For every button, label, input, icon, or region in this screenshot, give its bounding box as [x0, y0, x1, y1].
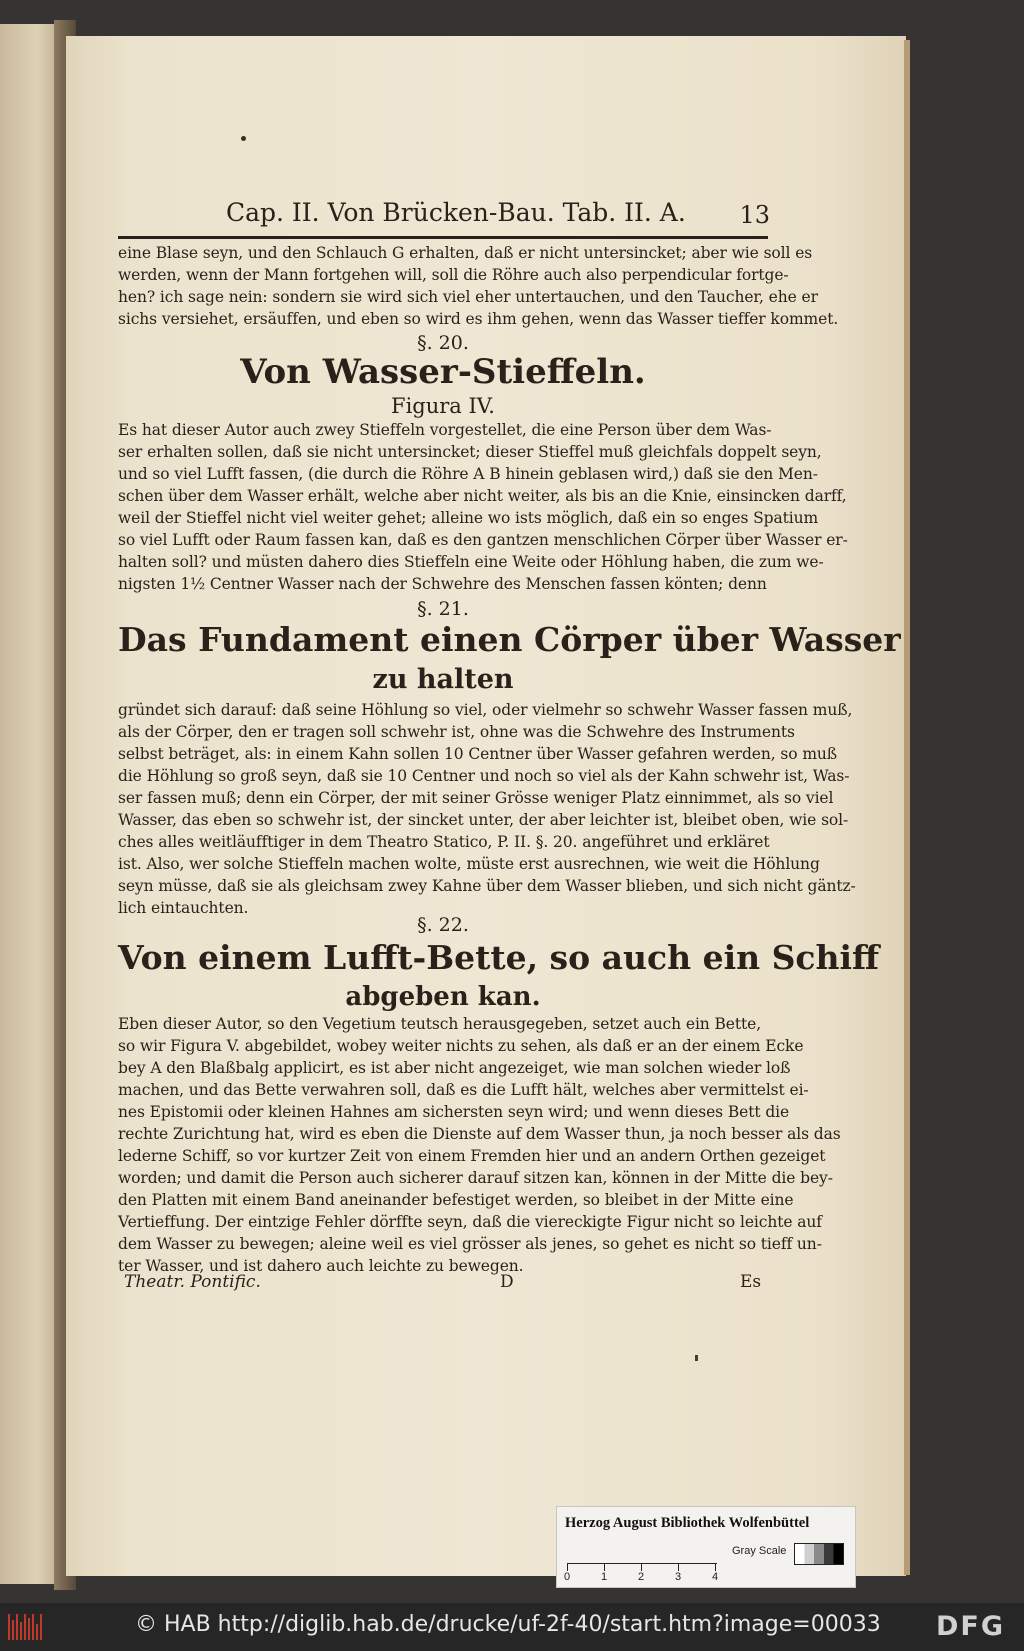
body-line: lederne Schiff, so vor kurtzer Zeit von einem Fremden hier und an andern Orthen gezeiget	[118, 1147, 826, 1165]
body-line: nigsten 1½ Centner Wasser nach der Schwehre des Menschen fassen könten; denn	[118, 575, 767, 593]
body-line: bey A den Blaßbalg applicirt, es ist aber nicht angezeiget, wie man solchen wieder loß	[118, 1059, 791, 1077]
section-heading: Von einem Lufft-Bette, so auch ein Schiff	[118, 938, 880, 977]
ruler-number: 0	[563, 1571, 571, 1583]
section-number: §. 22.	[417, 914, 469, 936]
body-line: sichs versiehet, ersäuffen, und eben so wird es ihm gehen, wenn das Wasser tieffer kommet.	[118, 310, 839, 328]
body-line: Vertieffung. Der eintzige Fehler dörffte seyn, daß die viereckigte Figur nicht so leichte auf	[118, 1213, 822, 1231]
body-line: ser erhalten sollen, daß sie nicht untersincket; dieser Stieffel muß gleichfals doppelt seyn,	[118, 443, 822, 461]
section-heading: Das Fundament einen Cörper über Wasser	[118, 620, 901, 659]
library-name: Herzog August Bibliothek Wolfenbüttel	[565, 1515, 810, 1531]
catchword: Es	[740, 1272, 762, 1292]
body-line: machen, und das Bette verwahren soll, daß es die Lufft hält, welches aber vermittelst ei-	[118, 1081, 809, 1099]
gray-scale-swatch	[794, 1543, 844, 1565]
ruler-tick	[678, 1563, 679, 1571]
footer-link[interactable]: © HAB http://diglib.hab.de/drucke/uf-2f-40/start.htm?image=00033	[135, 1612, 881, 1637]
ink-speck	[241, 136, 246, 141]
body-line: ist. Also, wer solche Stieffeln machen wolte, müste erst ausrechnen, wie weit die Höhlung	[118, 855, 820, 873]
body-line: und so viel Lufft fassen, (die durch die Röhre A B hinein geblasen wird,) daß sie den Men-	[118, 465, 818, 483]
body-line: dem Wasser zu bewegen; aleine weil es viel grösser als jenes, so gehet es nicht so tieff un-	[118, 1235, 822, 1253]
ruler-tick	[641, 1563, 642, 1571]
figure-label: Figura IV.	[391, 394, 495, 418]
left-page-edge	[0, 24, 62, 1584]
body-line: ser fassen muß; denn ein Cörper, der mit seiner Grösse weniger Platz einnimmet, als so viel	[118, 789, 834, 807]
section-heading: Von Wasser-Stieffeln.	[240, 352, 646, 392]
catchline-source: Theatr. Pontific.	[124, 1272, 261, 1292]
section-heading-line-2: zu halten	[372, 664, 514, 695]
body-line: halten soll? und müsten dahero dies Stieffeln eine Weite oder Höhlung haben, die zum we-	[118, 553, 824, 571]
body-line: Eben dieser Autor, so den Vegetium teutsch herausgegeben, setzet auch ein Bette,	[118, 1015, 762, 1033]
ruler-number: 4	[711, 1571, 719, 1583]
body-line: ter Wasser, und ist dahero auch leichte zu bewegen.	[118, 1257, 524, 1275]
ruler-tick	[715, 1563, 716, 1571]
dfg-logo: DFG	[936, 1611, 1006, 1642]
ruler-tick	[604, 1563, 605, 1571]
section-number: §. 20.	[417, 332, 469, 354]
viewer-footer	[0, 1603, 1024, 1651]
ink-speck	[695, 1355, 698, 1361]
section-number: §. 21.	[417, 598, 469, 620]
body-line: so viel Lufft oder Raum fassen kan, daß es den gantzen menschlichen Cörper über Wasser er-	[118, 531, 848, 549]
body-line: gründet sich darauf: daß seine Höhlung so viel, oder vielmehr so schwehr Wasser fassen muß,	[118, 701, 853, 719]
hab-logo-icon	[8, 1614, 42, 1640]
running-head: Cap. II. Von Brücken-Bau. Tab. II. A.	[226, 198, 686, 227]
ruler-number: 2	[637, 1571, 645, 1583]
ruler-number: 3	[674, 1571, 682, 1583]
body-line: seyn müsse, daß sie als gleichsam zwey Kahne über dem Wasser blieben, und sich nicht gäntz-	[118, 877, 856, 895]
body-line: als der Cörper, den er tragen soll schwehr ist, ohne was die Schwehre des Instruments	[118, 723, 795, 741]
body-line: so wir Figura V. abgebildet, wobey weiter nichts zu sehen, als daß er an der einem Ecke	[118, 1037, 804, 1055]
body-line: eine Blase seyn, und den Schlauch G erhalten, daß er nicht untersincket; aber wie soll es	[118, 244, 813, 262]
body-line: worden; und damit die Person auch sicherer darauf sitzen kan, können in der Mitte die bey-	[118, 1169, 833, 1187]
body-line: schen über dem Wasser erhält, welche aber nicht weiter, als bis an die Knie, einsincken darff,	[118, 487, 847, 505]
body-line: die Höhlung so groß seyn, daß sie 10 Centner und noch so viel als der Kahn schwehr ist, Was-	[118, 767, 850, 785]
ruler-tick	[567, 1563, 568, 1571]
body-line: werden, wenn der Mann fortgehen will, soll die Röhre auch also perpendicular fortge-	[118, 266, 789, 284]
library-label-card	[556, 1506, 856, 1588]
body-line: selbst beträget, als: in einem Kahn sollen 10 Centner über Wasser gefahren werden, so muß	[118, 745, 838, 763]
body-line: hen? ich sage nein: sondern sie wird sich viel eher untertauchen, und den Taucher, ehe er	[118, 288, 818, 306]
ruler-number: 1	[600, 1571, 608, 1583]
signature-mark: D	[500, 1272, 514, 1292]
body-line: ches alles weitläufftiger in dem Theatro Statico, P. II. §. 20. angeführet und erkläret	[118, 833, 770, 851]
body-line: den Platten mit einem Band aneinander befestiget werden, so bleibet in der Mitte eine	[118, 1191, 794, 1209]
body-line: nes Epistomii oder kleinen Hahnes am sichersten seyn wird; und wenn dieses Bett die	[118, 1103, 790, 1121]
page-edge-stain	[904, 40, 910, 1575]
body-line: weil der Stieffel nicht viel weiter gehet; alleine wo ists möglich, daß ein so enges Spatium	[118, 509, 819, 527]
body-line: rechte Zurichtung hat, wird es eben die Dienste auf dem Wasser thun, ja noch besser als das	[118, 1125, 841, 1143]
section-heading-line-2: abgeben kan.	[345, 982, 541, 1012]
gray-scale-label: Gray Scale	[732, 1545, 787, 1557]
body-line: Es hat dieser Autor auch zwey Stieffeln vorgestellet, die eine Person über dem Was-	[118, 421, 772, 439]
body-line: lich eintauchten.	[118, 899, 249, 917]
page-number: 13	[739, 201, 770, 229]
header-rule	[118, 236, 768, 239]
body-line: Wasser, das eben so schwehr ist, der sincket unter, der aber leichter ist, bleibet oben, wie sol-	[118, 811, 849, 829]
